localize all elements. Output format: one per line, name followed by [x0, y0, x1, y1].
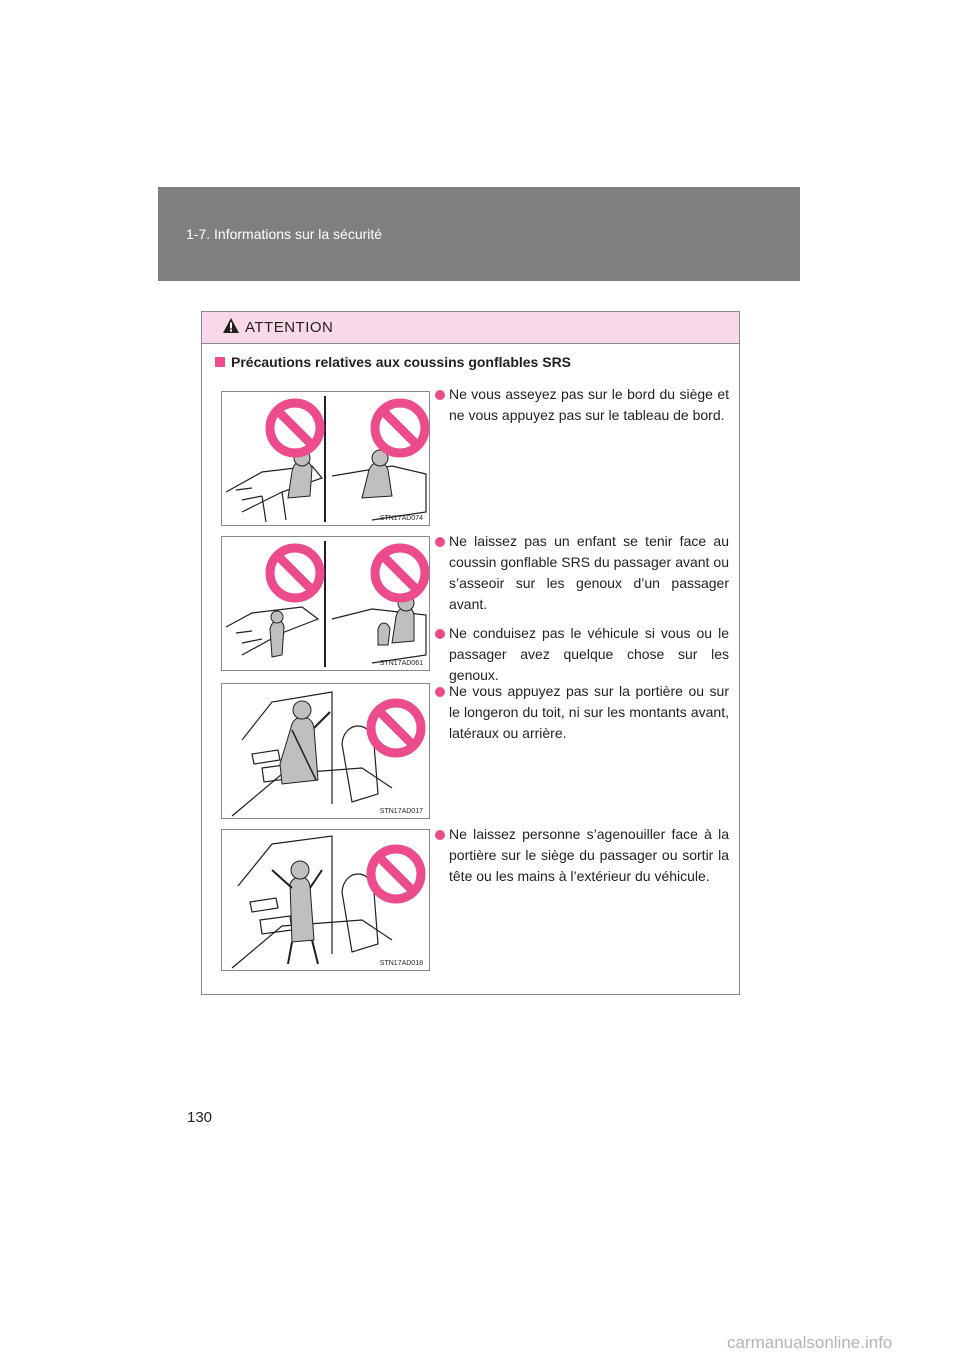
bullet-item [435, 623, 729, 686]
illustration-child-near-airbag [222, 537, 429, 670]
figure-code: STN17AD061 [379, 660, 423, 667]
bullet-dot-icon [435, 390, 445, 400]
subheading [215, 354, 571, 370]
prohibited-icon-1b [375, 403, 425, 453]
bullet-text: Ne laissez pas un enfant se tenir face au coussin gonflable SRS du passager avant ou s’asseoir sur les genoux d’un passager avant. [449, 533, 729, 612]
bullet-item [435, 681, 729, 744]
prohibited-icon-2b [375, 548, 425, 598]
bullet-text: Ne vous appuyez pas sur la portière ou sur le longeron du toit, ni sur les montants avant, latéraux ou arrière. [449, 683, 729, 741]
prohibited-icon-4 [371, 849, 421, 899]
figure-2 [221, 536, 430, 671]
watermark: carmanualsonline.info [727, 1333, 893, 1352]
warning-triangle-icon [222, 317, 240, 334]
figure-1 [221, 391, 430, 526]
page-number: 130 [187, 1109, 213, 1126]
prohibited-icon-2a [270, 548, 320, 598]
prohibited-icon-3 [371, 703, 421, 753]
figure-3 [221, 683, 430, 819]
figure-code: STN17AD074 [379, 515, 423, 522]
warning-box [201, 311, 740, 995]
prohibited-icon-1a [270, 403, 320, 453]
figure-code: STN17AD018 [379, 960, 423, 967]
subheading-text: Précautions relatives aux coussins gonflables SRS [231, 354, 572, 370]
figure-4 [221, 829, 430, 971]
bullet-dot-icon [435, 830, 445, 840]
bullet-item [435, 531, 729, 615]
square-bullet-icon [215, 357, 225, 367]
bullet-dot-icon [435, 629, 445, 639]
bullet-text: Ne vous asseyez pas sur le bord du siège et ne vous appuyez pas sur le tableau de bord. [449, 386, 729, 423]
bullet-item [435, 384, 729, 426]
bullet-dot-icon [435, 537, 445, 547]
bullet-text: Ne conduisez pas le véhicule si vous ou le passager avez quelque chose sur les genoux. [449, 625, 729, 683]
illustration-kneeling-facing-door [222, 830, 429, 970]
section-title: 1-7. Informations sur la sécurité [186, 226, 383, 242]
figure-code: STN17AD017 [379, 808, 423, 815]
illustration-leaning-on-door [222, 684, 429, 818]
warning-header [202, 312, 739, 344]
bullet-dot-icon [435, 687, 445, 697]
illustration-sitting-on-seat-edge [222, 392, 429, 525]
bullet-item [435, 824, 729, 887]
bullet-text: Ne laissez personne s’agenouiller face à la portière sur le siège du passager ou sortir la tête ou les mains à l’extérieur du véhicule. [449, 826, 729, 884]
warning-title: ATTENTION [245, 319, 334, 336]
